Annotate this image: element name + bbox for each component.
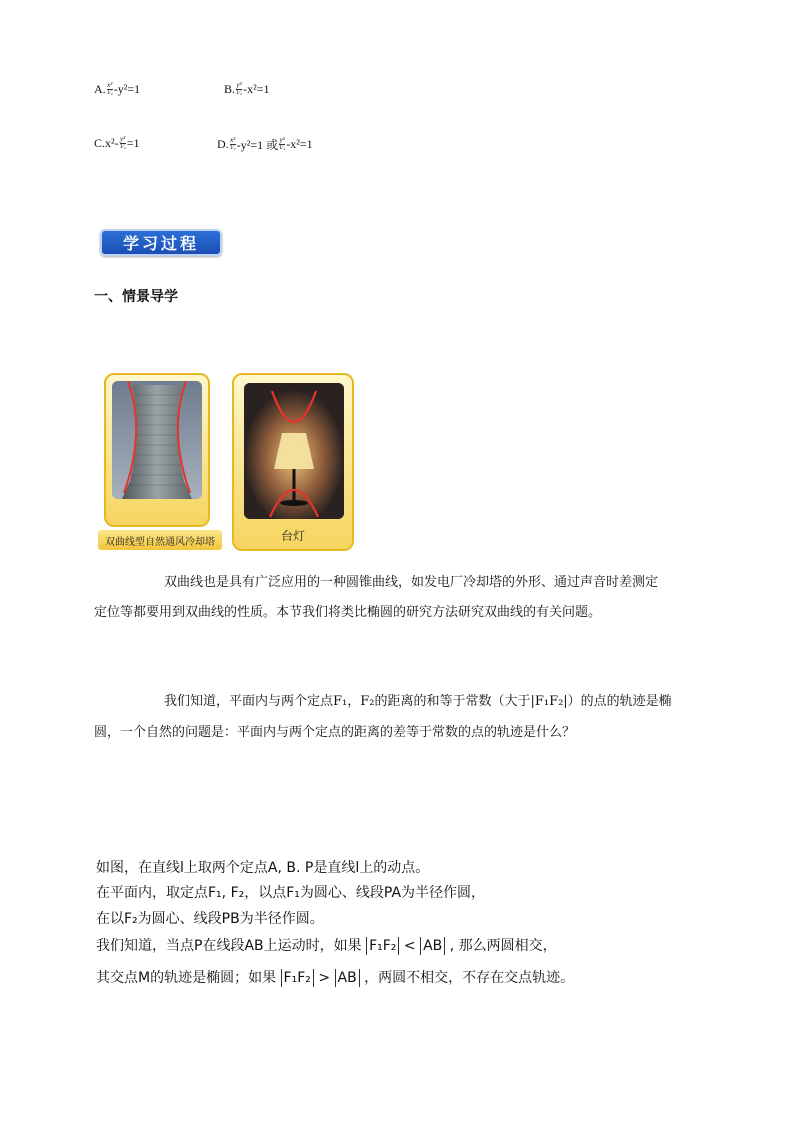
- construction-line-5: 其交点M的轨迹是椭圆；如果 F₁F₂ > AB ，两圆不相交，不存在交点轨迹。: [96, 970, 575, 986]
- intro-line-2: 定位等都要用到双曲线的性质。本节我们将类比椭圆的研究方法研究双曲线的有关问题。: [94, 605, 602, 620]
- fraction: $\frac{\text{y²}}{\text{1⁄₂}}$: [236, 81, 243, 96]
- construction-line-3: 在以F₂为圆心、线段PB为半径作圆。: [96, 911, 324, 927]
- construction-line-1: 如图，在直线l上取两个定点A, B. P是直线l上的动点。: [96, 860, 430, 876]
- lamp-caption: 台灯: [280, 528, 305, 543]
- construction-line-4: 我们知道，当点P在线段AB上运动时，如果 F₁F₂ < AB , 那么两圆相交，: [96, 938, 557, 954]
- fraction: $\frac{\text{x²}}{\text{1⁄₂}}$: [229, 136, 236, 151]
- knowledge-line-2: 圆，一个自然的问题是：平面内与两个定点的距离的差等于常数的点的轨迹是什么？: [94, 725, 576, 740]
- option-b: B. $\frac{\text{y²}}{\text{1⁄₂}}$ -x²=1: [224, 81, 270, 96]
- section-heading: 一、情景导学: [94, 289, 178, 305]
- tower-photo: [112, 381, 202, 499]
- lamp-photo: [244, 383, 344, 519]
- intro-line-1: 双曲线也是具有广泛应用的一种圆锥曲线，如发电厂冷却塔的外形、通过声音时差测定: [164, 575, 659, 590]
- fraction: $\frac{\text{y²}}{\text{1⁄₂}}$: [279, 136, 286, 151]
- section-title-badge: 学习过程: [100, 229, 222, 256]
- tower-figure: [104, 373, 210, 527]
- abs-f1f2: F₁F₂: [281, 969, 314, 987]
- cooling-tower-image: [112, 381, 202, 499]
- abs-ab: AB: [335, 969, 360, 987]
- option-c: C. x²- $\frac{\text{y²}}{\text{1⁄₂}}$ =1: [94, 135, 140, 150]
- option-d: D. $\frac{\text{x²}}{\text{1⁄₂}}$ -y²=1 或 $\frac{\text{y²}}{\text{1⁄₂}}$ -x²=1: [217, 136, 313, 152]
- lamp-image: [244, 383, 344, 519]
- abs-f1f2: F₁F₂: [366, 937, 399, 955]
- fraction: $\frac{\text{x²}}{\text{1⁄₂}}$: [106, 81, 113, 96]
- tower-caption: 双曲线型自然通风冷却塔: [98, 530, 222, 550]
- lamp-figure: [232, 373, 354, 551]
- option-a: A. $\frac{\text{x²}}{\text{1⁄₂}}$ -y²=1: [94, 81, 141, 96]
- abs-ab: AB: [420, 937, 445, 955]
- knowledge-line-1: 我们知道，平面内与两个定点F₁，F₂的距离的和等于常数（大于|F₁F₂|）的点的轨迹是椭: [164, 694, 672, 709]
- construction-line-2: 在平面内，取定点F₁, F₂，以点F₁为圆心、线段PA为半径作圆，: [96, 885, 486, 901]
- fraction: $\frac{\text{y²}}{\text{1⁄₂}}$: [119, 135, 126, 150]
